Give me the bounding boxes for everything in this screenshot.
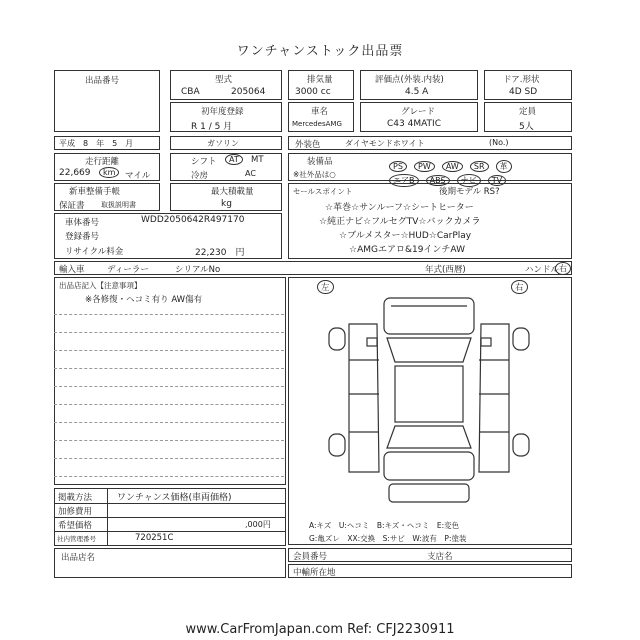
- damage-diagram-box: [288, 277, 572, 545]
- door-box: [484, 70, 572, 100]
- notes-rule: [54, 422, 284, 423]
- equipment-ps: PS: [389, 161, 407, 172]
- sales-point-line: ☆ブルメスター☆HUD☆CarPlay: [339, 231, 472, 241]
- diagram-rear-bumper: [389, 484, 469, 502]
- load-unit: kg: [221, 199, 232, 209]
- right-side-label: 右: [511, 280, 528, 294]
- method-label: 掲載方法: [58, 493, 93, 503]
- load-label: 最大積載量: [211, 187, 254, 197]
- capacity-box: [484, 102, 572, 132]
- diagram-windshield: [387, 338, 471, 362]
- mileage-unit: km: [99, 167, 119, 178]
- door-value: 4D SD: [509, 87, 538, 97]
- internal-number-label: 社内管理番号: [57, 535, 96, 543]
- damage-legend-line-1: A:キズ U:ヘコミ B:キズ・ヘコミ E:変色: [309, 521, 460, 530]
- member-box: [288, 548, 572, 562]
- ac-value: AC: [245, 169, 256, 178]
- sales-point-box: [288, 183, 572, 259]
- model-box: [170, 70, 282, 100]
- method-value: ワンチャンス価格(車両価格): [117, 493, 232, 503]
- new-car-book-label: 新車整備手帳: [69, 187, 121, 197]
- engine-value: 3000 cc: [295, 87, 331, 97]
- notes-rule: [54, 458, 284, 459]
- sales-point-model: 後期モデル RS?: [439, 187, 500, 197]
- recycle-label: リサイクル料金: [65, 247, 124, 257]
- option-airbag: エアB: [389, 174, 419, 187]
- notes-box: [54, 277, 286, 485]
- equipment-label: 装備品: [307, 157, 333, 167]
- diagram-wheel-front-left: [329, 328, 345, 350]
- price-table: [54, 488, 286, 546]
- import-label: 輸入車: [59, 265, 85, 275]
- diagram-rear-glass: [387, 426, 471, 448]
- mileage-label: 走行距離: [85, 157, 120, 167]
- price-table-rule: [55, 517, 285, 518]
- handle-label: ハンドル: [525, 265, 560, 275]
- manual-label: 取扱説明書: [101, 201, 136, 209]
- price-table-divider: [107, 489, 108, 545]
- repair-cost-label: 加修費用: [58, 507, 93, 517]
- color-label: 外装色: [295, 140, 321, 150]
- diagram-hood: [384, 298, 474, 334]
- price-table-rule: [55, 531, 285, 532]
- shift-label: シフト: [191, 157, 217, 167]
- vin-box: [54, 213, 282, 259]
- shop-name-box: [54, 548, 286, 578]
- internal-number-value: 720251C: [135, 533, 174, 543]
- diagram-wheel-rear-right: [513, 434, 529, 456]
- ac-label: 冷房: [191, 171, 209, 181]
- equipment-pw: PW: [414, 161, 435, 172]
- shop-name-label: 出品店名: [61, 553, 96, 563]
- watermark-footer: www.CarFromJapan.com Ref: CFJ2230911: [185, 622, 455, 637]
- form-title: ワンチャンストック出品票: [236, 44, 404, 59]
- damage-legend-line-2: G:亀ズレ XX:交換 S:サビ W:波有 P:塗装: [309, 534, 467, 543]
- maker-value: MercedesAMG: [292, 120, 342, 128]
- grade-box: [360, 102, 478, 132]
- rating-value: 4.5 A: [405, 87, 429, 97]
- capacity-label: 定員: [519, 107, 537, 117]
- serial-label: シリアルNo: [175, 265, 221, 275]
- door-label: ドア.形状: [503, 75, 540, 85]
- notes-rule: [54, 332, 284, 333]
- maker-label: 車名: [311, 107, 329, 117]
- color-box: [288, 136, 572, 150]
- diagram-mirror-left: [367, 338, 377, 346]
- sales-point-line: ☆AMGエアロ&19インチAW: [349, 245, 465, 255]
- region-label: 中輸所在地: [293, 568, 336, 578]
- recycle-value: 22,230 円: [195, 248, 245, 258]
- equipment-aw: AW: [442, 161, 463, 172]
- inspection-value: 平成 8 年 5 月: [59, 139, 134, 148]
- desired-price-label: 希望価格: [58, 521, 93, 531]
- diagram-wheel-front-right: [513, 328, 529, 350]
- fuel-box: [170, 136, 282, 150]
- price-table-rule: [55, 503, 285, 504]
- region-box: [288, 564, 572, 578]
- dealer-label: ディーラー: [107, 265, 149, 275]
- notes-rule: [54, 440, 284, 441]
- shift-alt: MT: [251, 155, 264, 165]
- sales-point-label: セールスポイント: [293, 187, 353, 196]
- first-registration-value: R 1 / 5 月: [191, 122, 233, 132]
- vin-label: 車体番号: [65, 218, 100, 228]
- handle-value: 右: [555, 262, 571, 275]
- vin-value: WDD2050642R497170: [141, 215, 245, 225]
- notes-line: ※各修復・ヘコミ有り AW傷有: [85, 295, 203, 305]
- diagram-roof: [395, 366, 463, 422]
- diagram-mirror-right: [481, 338, 491, 346]
- first-registration-label: 初年度登録: [201, 107, 244, 117]
- maker-box: [288, 102, 354, 132]
- model-label: 型式: [215, 75, 233, 85]
- import-row: [54, 261, 572, 275]
- notes-rule: [54, 404, 284, 405]
- registration-label: 登録番号: [65, 232, 100, 242]
- year-label: 年式(西暦): [425, 265, 466, 275]
- notes-rule: [54, 350, 284, 351]
- inspection-box: [54, 136, 160, 150]
- first-registration-box: [170, 102, 282, 132]
- color-value: ダイヤモンドホワイト: [345, 139, 425, 148]
- fuel-value: ガソリン: [207, 139, 239, 148]
- capacity-value: 5人: [519, 122, 534, 132]
- sales-point-line: ☆革巻☆サンルーフ☆シートヒーター: [325, 203, 474, 213]
- equipment-box: [288, 153, 572, 185]
- aftermarket-note: ※社外品は○: [293, 170, 336, 179]
- shift-value: AT: [225, 154, 243, 165]
- desired-price-value: ,000円: [245, 520, 271, 529]
- color-number: (No.): [489, 138, 509, 147]
- option-navi: ナビ: [457, 174, 481, 187]
- sales-point-line: ☆純正ナビ☆フルセグTV☆バックカメラ: [319, 217, 481, 227]
- rating-box: [360, 70, 478, 100]
- shift-box: [170, 153, 282, 181]
- option-abs: ABS: [426, 175, 450, 186]
- rating-label: 評価点(外装.内装): [375, 75, 444, 85]
- engine-label: 排気量: [307, 75, 333, 85]
- car-damage-diagram: [319, 294, 539, 509]
- grade-value: C43 4MATIC: [387, 119, 441, 129]
- equipment-sr: SR: [470, 161, 489, 172]
- model-prefix: CBA: [181, 87, 200, 97]
- warranty-label: 保証書: [59, 201, 85, 211]
- diagram-trunk: [384, 452, 474, 480]
- notes-rule: [54, 386, 284, 387]
- load-box: [170, 183, 282, 211]
- model-code: 205064: [231, 87, 266, 97]
- engine-box: [288, 70, 354, 100]
- mileage-box: [54, 153, 160, 181]
- mileage-value: 22,669: [59, 168, 91, 178]
- new-car-book-box: [54, 183, 160, 211]
- grade-label: グレード: [401, 107, 436, 117]
- notes-rule: [54, 476, 284, 477]
- member-label: 会員番号: [293, 552, 328, 562]
- notes-rule: [54, 368, 284, 369]
- mileage-alt-unit: マイル: [125, 171, 151, 181]
- notes-label: 出品店記入【注意事項】: [59, 281, 142, 290]
- diagram-wheel-rear-left: [329, 434, 345, 456]
- branch-label: 支店名: [427, 552, 453, 562]
- notes-rule: [54, 314, 284, 315]
- left-side-label: 左: [317, 280, 334, 294]
- equipment-leather: 革: [496, 160, 512, 173]
- lot-number-label: 出品番号: [85, 76, 120, 86]
- lot-number-box: [54, 70, 160, 132]
- option-tv: TV: [488, 175, 506, 186]
